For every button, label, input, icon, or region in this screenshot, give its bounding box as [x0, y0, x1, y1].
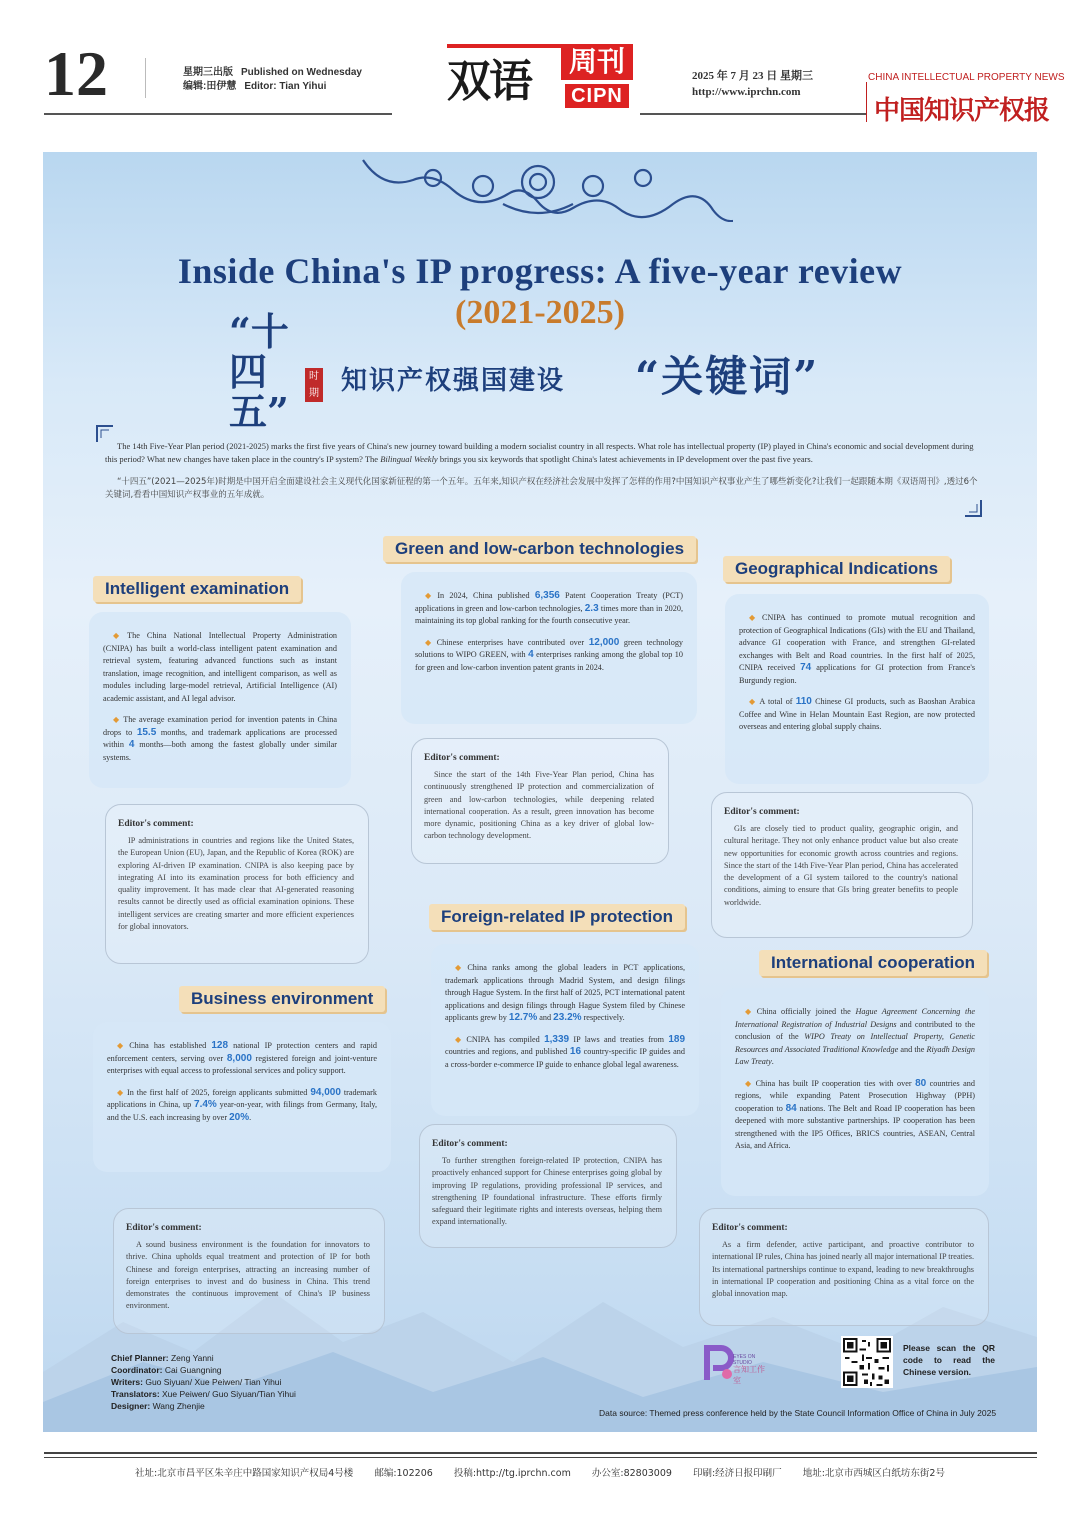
diamond-bullet-icon: ◆ — [117, 1041, 127, 1050]
green-point-2: ◆ Chinese enterprises have contributed over 12,000 green technology solutions to WIPO GREEN, with 4 enterprises ranking among the global top 10 for green and low-carbon invention patent grants in 2024. — [415, 636, 684, 672]
logo-tag-cipn: CIPN — [565, 84, 629, 108]
footer-printer: 印刷:经济日报印刷厂 — [692, 1468, 782, 1479]
masthead-divider — [145, 58, 146, 98]
cn-keywords: “关键词” — [635, 352, 820, 401]
bilingual-weekly-logo — [447, 44, 633, 112]
pub-day-en: Published on Wednesday — [241, 67, 362, 78]
intelligent-point-1: ◆ The China National Intellectual Property Administration (CNIPA) has built a world-class intelligent patent examination and retrieval system, featuring advanced functions such as instant translation, image recognition, and intelligent comparison, as well as modules including large-model retrieval, Artificial Intelligence (AI) academic assistant, and AI legal advisor. — [103, 631, 338, 703]
qr-code[interactable] — [841, 1336, 893, 1388]
website-link[interactable]: http://www.iprchn.com — [692, 86, 801, 98]
editor-comment-text: As a firm defender, active participant, and proactive contributor to international IP rules, China has joined nearly all major international IP treaties. Its international partnerships continue to expand, leading to new breakthroughs in international IP cooperation and positioning China as a vital force on the global innovation map. — [712, 1240, 974, 1299]
business-point-1: ◆ China has established 128 national IP protection centers and rapid enforcement centers, serving over 8,000 registered foreign and joint-venture enterprises with equal access to professional services and policy support. — [107, 1040, 377, 1075]
editor-comment-foreign — [419, 1124, 677, 1248]
editor-comment-green — [411, 738, 669, 864]
chinese-headline — [229, 309, 929, 434]
gi-point-1: ◆ CNIPA has continued to promote mutual recognition and protection of Geographical Indications (GIs) with the EU and Thailand, advance GI cooperation with France, and strengthen GI-related exchanges with Belt and Road countries. In the first half of 2025, CNIPA received 74 applications for GI protection from France's Burgundy region. — [739, 613, 976, 685]
editor-comment-intelligent — [105, 804, 369, 964]
diamond-bullet-icon: ◆ — [749, 697, 757, 706]
card-business-environment — [93, 1022, 391, 1172]
issue-date-block — [692, 68, 813, 100]
diamond-bullet-icon: ◆ — [745, 1007, 754, 1016]
editor-cn: 编辑:田伊慧 — [183, 81, 237, 92]
editor-comment-international — [699, 1208, 989, 1326]
editor-en: Editor: Tian Yihui — [244, 81, 327, 92]
diamond-bullet-icon: ◆ — [425, 591, 435, 600]
studio-name-en: EYES ON STUDIO — [733, 1354, 756, 1366]
footer-rule — [44, 1452, 1037, 1458]
foreign-point-1: ◆ China ranks among the global leaders in PCT applications, trademark applications through Madrid System, and design filings through Hague System. In the first half of 2025, PCT international patent applications and design filings through Hague System filed by Chinese applicants grew by 12.7% and 23.2% respectively. — [445, 963, 685, 1023]
diamond-bullet-icon: ◆ — [425, 637, 434, 647]
issue-date: 2025 年 7 月 23 日 星期三 — [692, 70, 813, 82]
intl-point-2: ◆ China has built IP cooperation ties with over 80 countries and regions, while expanding Patent Prosecution Highway (PPH) cooperation to 84 nations. The Belt and Road IP cooperation has been deepened with more substantive partnerships. IP cooperation has been strengthened with the IP5 Offices, BRICS countries, ASEAN, Central Asia, and Africa. — [735, 1077, 975, 1150]
card-intelligent-examination — [89, 612, 351, 788]
card-international-cooperation — [721, 988, 989, 1196]
logo-main: 双语 — [447, 44, 561, 112]
page-number: 12 — [44, 38, 108, 109]
editor-comment-text: IP administrations in countries and regions like the United States, the European Union (EU), Japan, and the Republic of Korea (ROK) are exploring AI-driven IP examination. CNIPA is also keeping pace by integrating AI into its examination process for both efficiency and quality improvement. It has made clear that AI-generated reasoning results cannot be directly used as official examination opinions. These intelligent services are creating smarter and more efficient experiences for global innovators. — [118, 836, 354, 932]
editor-comment-heading: Editor's comment: — [118, 819, 194, 829]
poster-years: (2021-2025) — [455, 294, 625, 331]
intro-english: The 14th Five-Year Plan period (2021-2025) marks the first five years of China's new journey toward building a modern socialist country in all respects. What role has intellectual property (IP) played in China's economic and social development during this period? What new changes have taken place in the country's IP system? The Bilingual Weekly brings you six keywords that spotlight China's latest achievements in IP development over the past five years. — [105, 441, 974, 464]
editor-comment-heading: Editor's comment: — [712, 1223, 788, 1233]
business-point-2: ◆ In the first half of 2025, foreign applicants submitted 94,000 trademark applications in China, up 7.4% year-on-year, with filings from Germany, Italy, and the U.S. each increasing by over 20%. — [107, 1086, 377, 1123]
section-title-international-cooperation: International cooperation — [759, 950, 987, 976]
footer-submission[interactable]: 投稿:http://tg.iprchn.com — [453, 1468, 571, 1479]
publication-info — [183, 66, 370, 94]
footer — [0, 1465, 1080, 1479]
foreign-point-2: ◆ CNIPA has compiled 1,339 IP laws and treaties from 189 countries and regions, and published 16 country-specific IP guides and a cross-border e-commerce IP guide to enhance global legal awareness. — [445, 1033, 686, 1069]
gi-point-2: ◆ A total of 110 Chinese GI products, such as Baoshan Arabica Coffee and Wine in Helan Mountain East Region, are now protected overseas and entering global supply chains. — [739, 696, 975, 731]
diamond-bullet-icon: ◆ — [117, 1087, 125, 1097]
cn-subtitle: 知识产权强国建设 — [341, 366, 566, 396]
data-source: Data source: Themed press conference held by the State Council Information Office of China in July 2025 — [599, 1408, 997, 1418]
poster-title: Inside China's IP progress: A five-year review — [177, 251, 903, 291]
editor-comment-text: To further strengthen foreign-related IP protection, CNIPA has proactively enhanced support for Chinese enterprises going global by improving IP regulations, providing professional IP services, and strengthening IP foundational infrastructure. These efforts firmly safeguard their legitimate rights and interests overseas, helping them expand internationally. — [432, 1156, 662, 1227]
footer-address: 社址:北京市昌平区朱辛庄中路国家知识产权局4号楼 — [135, 1468, 354, 1479]
eyes-on-studio-logo — [703, 1344, 767, 1386]
diamond-bullet-icon: ◆ — [455, 1034, 464, 1044]
section-title-business-environment: Business environment — [179, 986, 385, 1012]
masthead-rule-left — [44, 113, 392, 115]
card-foreign-related-protection — [431, 944, 699, 1116]
green-point-1: ◆ In 2024, China published 6,356 Patent Cooperation Treaty (PCT) applications in green and low-carbon technologies, 2.3 times more than in 2020, maintaining its top global ranking for the fourth consecutive year. — [415, 590, 684, 625]
intelligent-point-2: ◆ The average examination period for invention patents in China drops to 15.5 months, and trademark applications are processed within 4 months—both among the fastest globally under similar systems. — [103, 715, 337, 762]
section-title-intelligent-examination: Intelligent examination — [93, 576, 301, 602]
section-title-green-technologies: Green and low-carbon technologies — [383, 536, 696, 562]
section-title-geographical-indications: Geographical Indications — [723, 556, 950, 582]
intro-chinese: “十四五”(2021—2025年)时期是中国开启全面建设社会主义现代化国家新征程的第一个五年。五年来,知识产权在经济社会发展中发挥了怎样的作用?中国知识产权事业产生了哪些新变化?让我们一起跟随本期《双语周刊》,透过6个关键词,看看中国知识产权事业的五年成就。 — [105, 477, 978, 500]
qr-caption: Please scan the QR code to read the Chinese version. — [903, 1343, 995, 1377]
cloud-ornament-icon — [343, 152, 733, 222]
editor-comment-text: GIs are closely tied to product quality, geographic origin, and cultural heritage. They not only enhance product value but also create new opportunities for economic growth across countries and regions. Since the start of the 14th Five-Year Plan period, China has accelerated the development of a GI system tailored to the country's national conditions, aiming to ensure that GIs bring greater benefits to people worldwide. — [724, 824, 958, 907]
editor-comment-text: A sound business environment is the foundation for innovators to thrive. China upholds equal treatment and protection of IP for both Chinese and foreign enterprises, attracting an increasing number of foreign enterprises to invest and do business in China. This trend demonstrates the continuous improvement of China's IP business environment. — [126, 1240, 370, 1311]
card-green-technologies — [401, 572, 697, 724]
intl-point-1: ◆ China officially joined the Hague Agreement Concerning the International Registration of Industrial Designs and contributed to the conclusion of the WIPO Treaty on Intellectual Property, Genetic Resources and Associated Traditional Knowledge and the Riyadh Design Law Treaty. — [735, 1007, 976, 1066]
editor-comment-text: Since the start of the 14th Five-Year Plan period, China has continuously strengthened IP protection and commercialization of green and low-carbon technologies, while deepening related international cooperation. As a result, green innovation has become more dynamic, positioning China as a key driver of global low-carbon technology development. — [424, 770, 654, 841]
pub-day-cn: 星期三出版 — [183, 67, 233, 78]
editor-comment-gi — [711, 792, 973, 938]
diamond-bullet-icon: ◆ — [455, 963, 465, 972]
footer-printer-address: 地址:北京市西城区白纸坊东街2号 — [802, 1468, 945, 1479]
footer-zip: 邮编:102206 — [374, 1468, 433, 1479]
paper-name-cn: 中国知识产权报 — [874, 96, 1050, 126]
paper-name-en: CHINA INTELLECTUAL PROPERTY NEWS — [868, 72, 1065, 83]
cn-fourteenth: “十四五” — [229, 309, 289, 434]
diamond-bullet-icon: ◆ — [745, 1078, 753, 1088]
editor-comment-heading: Editor's comment: — [126, 1223, 202, 1233]
studio-mark-icon — [703, 1344, 737, 1382]
card-geographical-indications — [725, 594, 989, 784]
credits: Chief Planner: Zeng Yanni Coordinator: Cai Guangning Writers: Guo Siyuan/ Xue Peiwen/ Tian Yihui Translators: Xue Peiwen/ Guo Siyuan/Tian Yihui Designer: Wang Zhenjie — [111, 1353, 296, 1411]
footer-office: 办公室:82803009 — [591, 1468, 672, 1479]
editor-comment-heading: Editor's comment: — [424, 753, 500, 763]
diamond-bullet-icon: ◆ — [113, 715, 121, 724]
editor-comment-heading: Editor's comment: — [724, 807, 800, 817]
studio-name-cn: 言知工作室 — [733, 1365, 765, 1385]
section-title-foreign-related-protection: Foreign-related IP protection — [429, 904, 685, 930]
paper-divider — [866, 82, 867, 122]
editor-comment-heading: Editor's comment: — [432, 1139, 508, 1149]
poster — [43, 152, 1037, 1432]
masthead-rule-right — [640, 113, 866, 115]
diamond-bullet-icon: ◆ — [113, 631, 125, 640]
period-seal: 时期 — [305, 368, 323, 402]
editor-comment-business — [113, 1208, 385, 1334]
diamond-bullet-icon: ◆ — [749, 613, 759, 622]
logo-tag-weekly: 周刊 — [561, 44, 633, 80]
